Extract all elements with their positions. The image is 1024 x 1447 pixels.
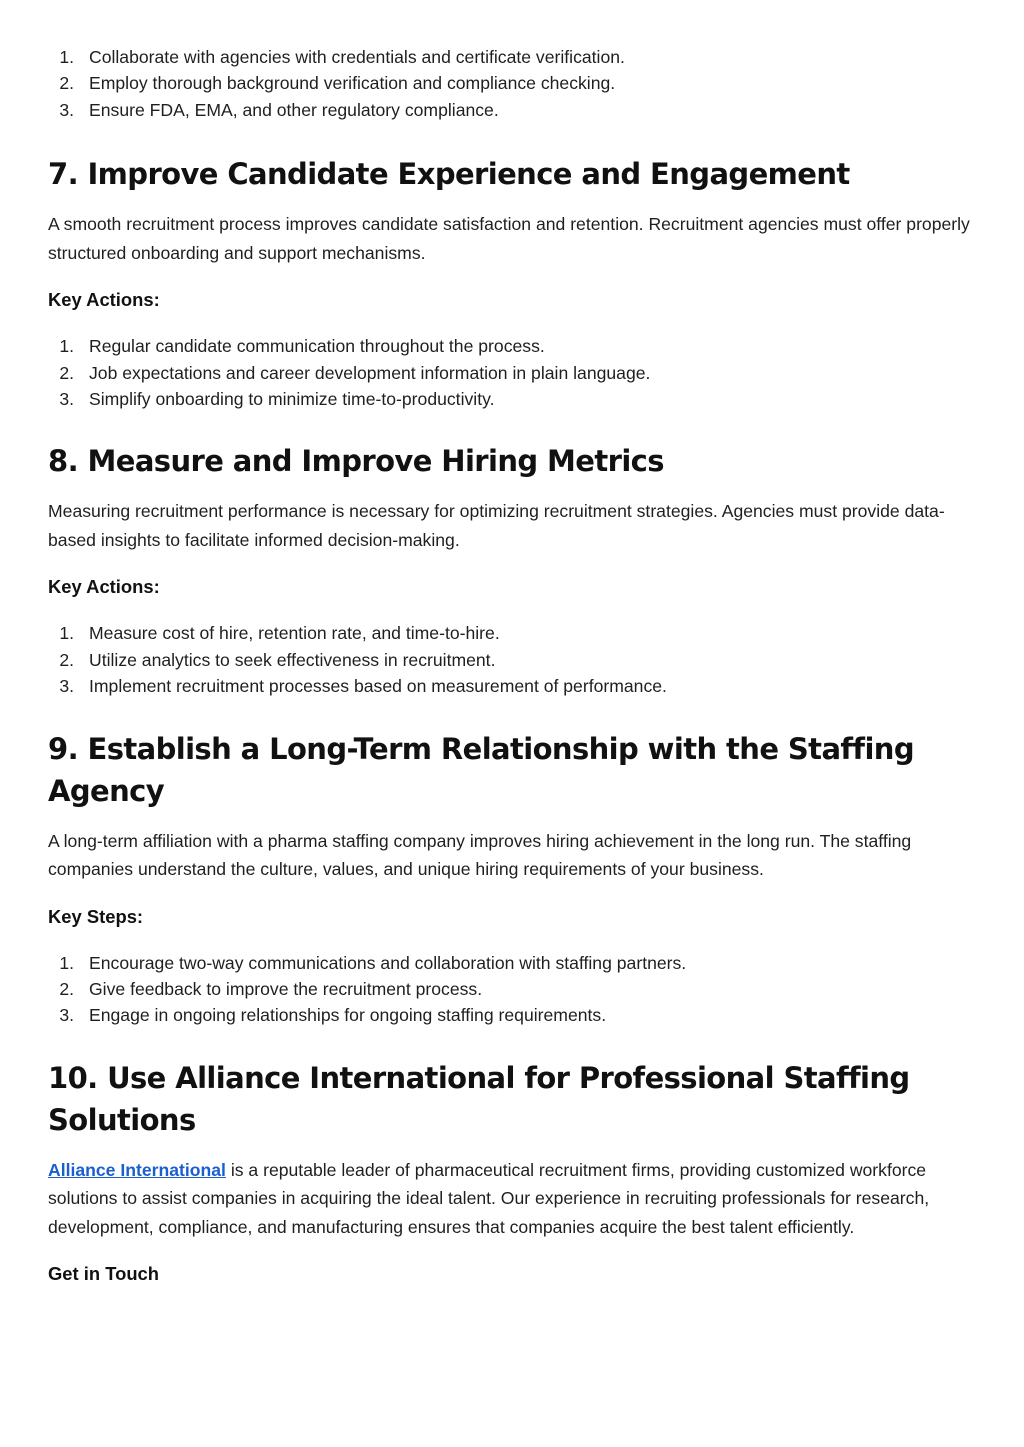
section-9-heading: 9. Establish a Long-Term Relationship with the Staffing Agency — [48, 731, 914, 808]
list-item-text: Regular candidate communication throughout the process. — [89, 336, 545, 357]
list-item-text: Utilize analytics to seek effectiveness in recruitment. — [89, 649, 496, 670]
section-8-list — [48, 620, 988, 699]
section-8-heading: 8. Measure and Improve Hiring Metrics — [48, 444, 664, 479]
intro-list — [48, 44, 988, 123]
list-number: 1. — [59, 336, 74, 357]
section-7-heading: 7. Improve Candidate Experience and Engagement — [48, 157, 850, 192]
section-7-list — [48, 333, 988, 412]
list-number: 1. — [59, 623, 74, 644]
list-item — [48, 620, 988, 646]
list-item — [48, 70, 988, 96]
list-number: 3. — [59, 389, 74, 410]
list-item — [48, 976, 988, 1002]
list-number: 3. — [59, 99, 74, 120]
section-9-key-label: Key Steps: — [48, 905, 144, 927]
list-item — [48, 97, 988, 123]
list-number: 1. — [59, 952, 74, 973]
section-10-heading: 10. Use Alliance International for Professional Staffing Solutions — [48, 1060, 910, 1137]
section-7-paragraph: A smooth recruitment process improves candidate satisfaction and retention. Recruitment agencies must offer properly structured onboarding and support mechanisms. — [48, 214, 970, 263]
list-item — [48, 360, 988, 386]
alliance-international-link[interactable]: Alliance International — [48, 1159, 226, 1180]
list-number: 2. — [59, 649, 74, 670]
list-item-text: Employ thorough background verification and compliance checking. — [89, 73, 616, 94]
list-item-text: Measure cost of hire, retention rate, and time-to-hire. — [89, 623, 500, 644]
list-item — [48, 386, 988, 412]
list-item — [48, 1002, 988, 1028]
list-item-text: Give feedback to improve the recruitment process. — [89, 979, 483, 1000]
list-number: 2. — [59, 362, 74, 383]
section-9-paragraph: A long-term affiliation with a pharma staffing company improves hiring achievement in the long run. The staffing companies understand the culture, values, and unique hiring requirements of your business. — [48, 830, 912, 880]
list-number: 3. — [59, 1005, 74, 1026]
section-8-key-label: Key Actions: — [48, 576, 160, 598]
list-item — [48, 647, 988, 673]
section-9-list — [48, 950, 988, 1029]
list-item — [48, 950, 988, 976]
list-item — [48, 333, 988, 359]
list-item — [48, 44, 988, 70]
list-item — [48, 673, 988, 699]
list-item-text: Encourage two-way communications and collaboration with staffing partners. — [89, 952, 687, 973]
list-number: 2. — [59, 73, 74, 94]
section-8-paragraph: Measuring recruitment performance is necessary for optimizing recruitment strategies. Agencies must provide data-based insights to facilitate informed decision-making. — [48, 501, 945, 550]
section-10-paragraph-text: is a reputable leader of pharmaceutical recruitment firms, providing customized workforce solutions to assist companies in acquiring the ideal talent. Our experience in recruiting professionals for research, development, compliance, and manufacturing ensures that companies acquire the best talent efficiently. — [48, 1159, 930, 1237]
get-in-touch-label: Get in Touch — [48, 1263, 160, 1285]
list-number: 3. — [59, 676, 74, 697]
document-page — [48, 44, 988, 1288]
list-item-text: Implement recruitment processes based on measurement of performance. — [89, 676, 667, 697]
list-item-text: Simplify onboarding to minimize time-to-productivity. — [89, 389, 495, 410]
list-item-text: Ensure FDA, EMA, and other regulatory compliance. — [89, 99, 499, 120]
section-7-key-label: Key Actions: — [48, 289, 160, 311]
list-number: 2. — [59, 979, 74, 1000]
section-10-paragraph — [48, 1156, 988, 1242]
list-item-text: Engage in ongoing relationships for ongoing staffing requirements. — [89, 1005, 607, 1026]
list-item-text: Job expectations and career development information in plain language. — [89, 362, 651, 383]
list-number: 1. — [59, 47, 74, 67]
list-item-text: Collaborate with agencies with credentials and certificate verification. — [89, 47, 625, 67]
